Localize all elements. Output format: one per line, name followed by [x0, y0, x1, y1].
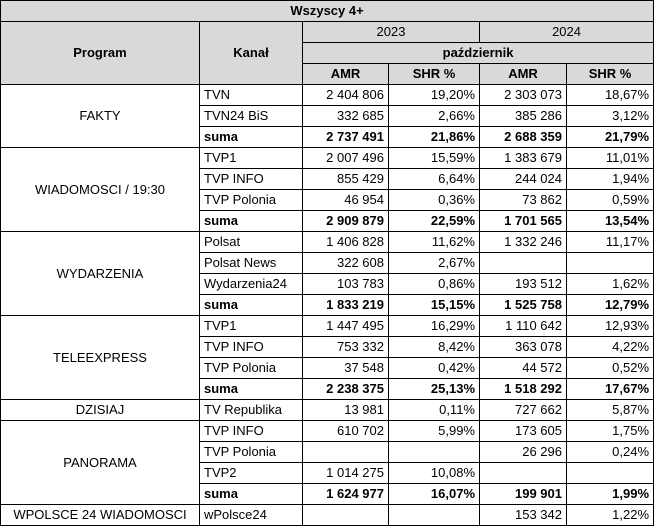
- shr-2024-cell: 12,93%: [567, 316, 654, 337]
- program-cell: FAKTY: [1, 85, 200, 148]
- amr-2023-cell: [303, 442, 389, 463]
- channel-cell: TVP1: [200, 148, 303, 169]
- shr-2023-cell: 15,59%: [389, 148, 480, 169]
- shr-2024-cell: 11,17%: [567, 232, 654, 253]
- amr-2024-cell: 1 518 292: [480, 379, 567, 400]
- channel-cell: wPolsce24: [200, 505, 303, 526]
- shr-2024-cell: 12,79%: [567, 295, 654, 316]
- header-kanal: Kanał: [200, 22, 303, 85]
- shr-2023-cell: 16,07%: [389, 484, 480, 505]
- shr-2023-cell: [389, 442, 480, 463]
- program-cell: TELEEXPRESS: [1, 316, 200, 400]
- amr-2024-cell: 1 383 679: [480, 148, 567, 169]
- amr-2024-cell: 44 572: [480, 358, 567, 379]
- shr-2024-cell: 11,01%: [567, 148, 654, 169]
- header-month: październik: [303, 43, 654, 64]
- table-row: [1, 232, 654, 253]
- shr-2023-cell: 0,11%: [389, 400, 480, 421]
- shr-2024-cell: 0,52%: [567, 358, 654, 379]
- channel-cell: Polsat: [200, 232, 303, 253]
- shr-2023-cell: 10,08%: [389, 463, 480, 484]
- amr-2023-cell: 37 548: [303, 358, 389, 379]
- shr-2024-cell: 1,75%: [567, 421, 654, 442]
- shr-2023-cell: 22,59%: [389, 211, 480, 232]
- shr-2023-cell: 11,62%: [389, 232, 480, 253]
- shr-2024-cell: 17,67%: [567, 379, 654, 400]
- amr-2023-cell: 610 702: [303, 421, 389, 442]
- header-program: Program: [1, 22, 200, 85]
- shr-2024-cell: 3,12%: [567, 106, 654, 127]
- amr-2023-cell: 2 909 879: [303, 211, 389, 232]
- shr-2023-cell: 21,86%: [389, 127, 480, 148]
- amr-2024-cell: [480, 463, 567, 484]
- channel-cell: TVP2: [200, 463, 303, 484]
- shr-2024-cell: [567, 253, 654, 274]
- amr-2023-cell: [303, 505, 389, 526]
- amr-2024-cell: 385 286: [480, 106, 567, 127]
- amr-2024-cell: 2 303 073: [480, 85, 567, 106]
- amr-2024-cell: 1 110 642: [480, 316, 567, 337]
- header-year-2024: 2024: [480, 22, 654, 43]
- channel-cell: TVN24 BiS: [200, 106, 303, 127]
- shr-2024-cell: [567, 463, 654, 484]
- amr-2023-cell: 1 406 828: [303, 232, 389, 253]
- shr-2024-cell: 21,79%: [567, 127, 654, 148]
- amr-2024-cell: 173 605: [480, 421, 567, 442]
- shr-2023-cell: 2,66%: [389, 106, 480, 127]
- amr-2023-cell: 1 833 219: [303, 295, 389, 316]
- program-cell: WPOLSCE 24 WIADOMOSCI: [1, 505, 200, 526]
- program-cell: PANORAMA: [1, 421, 200, 505]
- channel-cell: TVP INFO: [200, 337, 303, 358]
- header-shr-2023: SHR %: [389, 64, 480, 85]
- shr-2024-cell: 1,22%: [567, 505, 654, 526]
- header-shr-2024: SHR %: [567, 64, 654, 85]
- channel-cell: suma: [200, 484, 303, 505]
- amr-2023-cell: 103 783: [303, 274, 389, 295]
- channel-cell: Polsat News: [200, 253, 303, 274]
- shr-2023-cell: 8,42%: [389, 337, 480, 358]
- amr-2023-cell: 2 737 491: [303, 127, 389, 148]
- channel-cell: TVP Polonia: [200, 190, 303, 211]
- program-cell: WIADOMOSCI / 19:30: [1, 148, 200, 232]
- channel-cell: TV Republika: [200, 400, 303, 421]
- table-row: [1, 400, 654, 421]
- shr-2023-cell: 25,13%: [389, 379, 480, 400]
- shr-2023-cell: 0,86%: [389, 274, 480, 295]
- channel-cell: Wydarzenia24: [200, 274, 303, 295]
- header-amr-2023: AMR: [303, 64, 389, 85]
- header-year-2023: 2023: [303, 22, 480, 43]
- amr-2023-cell: 13 981: [303, 400, 389, 421]
- shr-2024-cell: 13,54%: [567, 211, 654, 232]
- shr-2024-cell: 5,87%: [567, 400, 654, 421]
- channel-cell: TVP Polonia: [200, 358, 303, 379]
- channel-cell: TVP INFO: [200, 421, 303, 442]
- amr-2024-cell: 363 078: [480, 337, 567, 358]
- amr-2023-cell: 332 685: [303, 106, 389, 127]
- amr-2024-cell: 2 688 359: [480, 127, 567, 148]
- shr-2023-cell: 5,99%: [389, 421, 480, 442]
- amr-2024-cell: 1 332 246: [480, 232, 567, 253]
- amr-2023-cell: 2 238 375: [303, 379, 389, 400]
- amr-2023-cell: 2 404 806: [303, 85, 389, 106]
- amr-2024-cell: 1 701 565: [480, 211, 567, 232]
- table-body: [1, 85, 654, 526]
- channel-cell: suma: [200, 127, 303, 148]
- table-row: [1, 316, 654, 337]
- channel-cell: TVN: [200, 85, 303, 106]
- table-title: Wszyscy 4+: [1, 1, 654, 22]
- amr-2024-cell: 26 296: [480, 442, 567, 463]
- amr-2024-cell: 727 662: [480, 400, 567, 421]
- shr-2024-cell: 0,59%: [567, 190, 654, 211]
- amr-2024-cell: 199 901: [480, 484, 567, 505]
- amr-2024-cell: 244 024: [480, 169, 567, 190]
- amr-2023-cell: 322 608: [303, 253, 389, 274]
- shr-2023-cell: 6,64%: [389, 169, 480, 190]
- shr-2023-cell: 16,29%: [389, 316, 480, 337]
- shr-2024-cell: 1,99%: [567, 484, 654, 505]
- shr-2023-cell: 15,15%: [389, 295, 480, 316]
- program-cell: DZISIAJ: [1, 400, 200, 421]
- header-amr-2024: AMR: [480, 64, 567, 85]
- channel-cell: suma: [200, 295, 303, 316]
- channel-cell: TVP1: [200, 316, 303, 337]
- table-row: [1, 505, 654, 526]
- amr-2023-cell: 1 014 275: [303, 463, 389, 484]
- shr-2024-cell: 18,67%: [567, 85, 654, 106]
- amr-2024-cell: 1 525 758: [480, 295, 567, 316]
- amr-2023-cell: 1 624 977: [303, 484, 389, 505]
- table-row: [1, 421, 654, 442]
- amr-2023-cell: 855 429: [303, 169, 389, 190]
- channel-cell: suma: [200, 379, 303, 400]
- shr-2023-cell: [389, 505, 480, 526]
- shr-2024-cell: 1,62%: [567, 274, 654, 295]
- shr-2023-cell: 2,67%: [389, 253, 480, 274]
- amr-2024-cell: 153 342: [480, 505, 567, 526]
- shr-2024-cell: 4,22%: [567, 337, 654, 358]
- channel-cell: TVP Polonia: [200, 442, 303, 463]
- table-row: [1, 85, 654, 106]
- channel-cell: TVP INFO: [200, 169, 303, 190]
- amr-2023-cell: 46 954: [303, 190, 389, 211]
- amr-2024-cell: [480, 253, 567, 274]
- shr-2024-cell: 1,94%: [567, 169, 654, 190]
- program-cell: WYDARZENIA: [1, 232, 200, 316]
- amr-2024-cell: 193 512: [480, 274, 567, 295]
- table-row: [1, 148, 654, 169]
- shr-2024-cell: 0,24%: [567, 442, 654, 463]
- shr-2023-cell: 0,36%: [389, 190, 480, 211]
- shr-2023-cell: 0,42%: [389, 358, 480, 379]
- channel-cell: suma: [200, 211, 303, 232]
- amr-2023-cell: 1 447 495: [303, 316, 389, 337]
- amr-2023-cell: 2 007 496: [303, 148, 389, 169]
- shr-2023-cell: 19,20%: [389, 85, 480, 106]
- amr-2024-cell: 73 862: [480, 190, 567, 211]
- amr-2023-cell: 753 332: [303, 337, 389, 358]
